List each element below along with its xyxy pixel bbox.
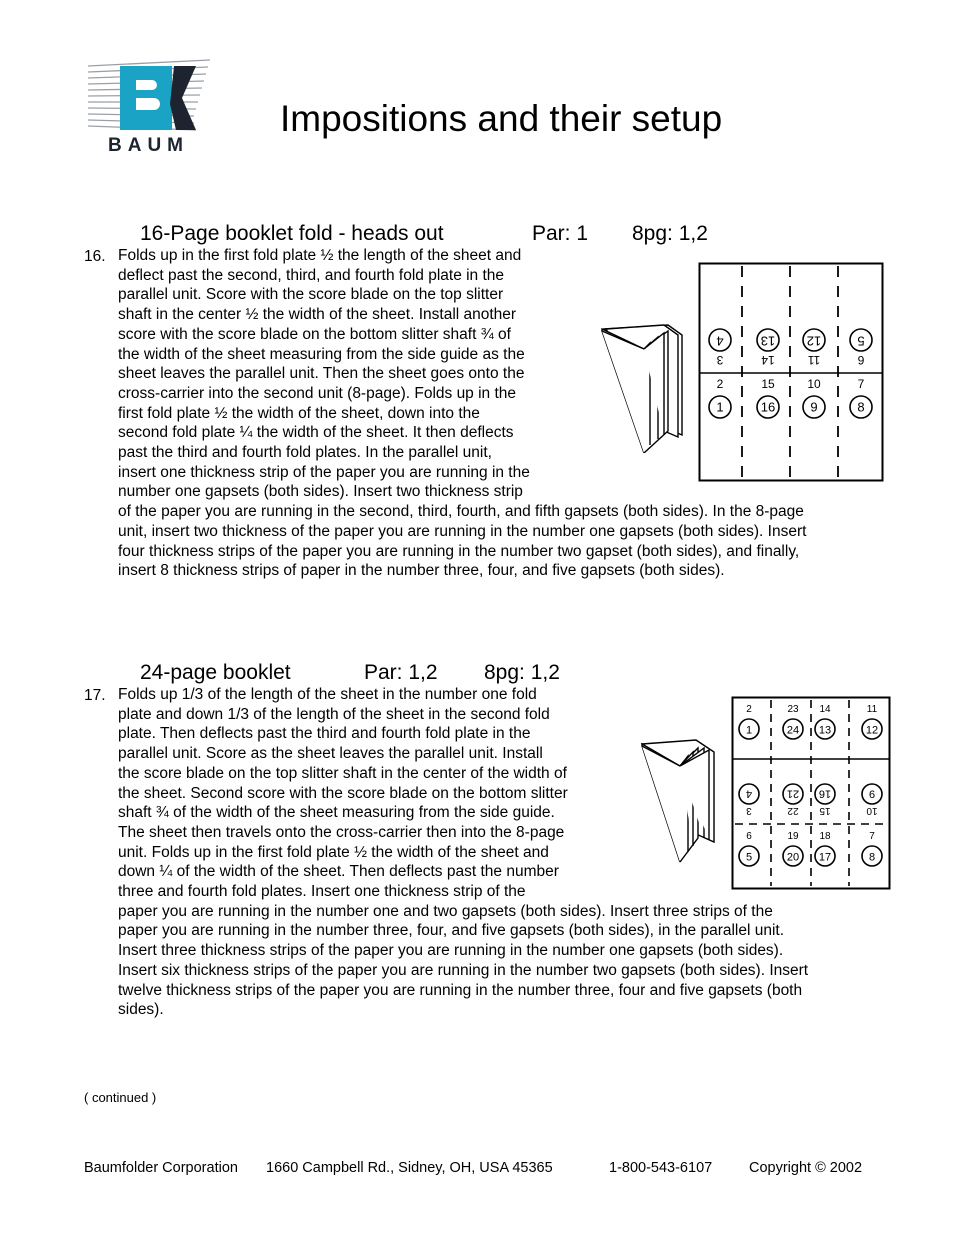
section1-number: 16. (84, 248, 106, 265)
page-number: 6 (857, 353, 865, 367)
page-number: 7 (869, 831, 875, 842)
page-number: 3 (746, 805, 752, 816)
body-line: deflect past the second, third, and fourth fold plate in the (118, 266, 505, 284)
section1-pg: 8pg: 1,2 (632, 222, 708, 245)
body-line: paper you are running in the number three, four, and five gapsets (both sides), in the parallel unit. (118, 922, 785, 940)
page-number-circled: 13 (818, 724, 832, 737)
page-number-circled: 4 (745, 787, 753, 800)
logo-wordmark: BAUM (108, 135, 189, 156)
page-number-circled: 16 (760, 399, 776, 415)
page-title: Impositions and their setup (280, 98, 723, 139)
page-number: 10 (807, 377, 821, 391)
body-line: insert 8 thickness strips of paper in the number three, four, and five gapsets (both sides). (118, 562, 725, 580)
body-line: insert one thickness strip of the paper you are running in the (118, 463, 530, 481)
body-line: four thickness strips of the paper you are running in the number two gapset (both sides), and finally, (118, 542, 800, 560)
section2-heading: 24-page booklet (140, 661, 291, 684)
imposition-24-diagram (731, 696, 891, 890)
body-line: sheet leaves the parallel unit. Then the sheet goes onto the (118, 365, 525, 383)
body-line: plate and down 1/3 of the length of the sheet in the second fold (118, 705, 550, 723)
section2-pg: 8pg: 1,2 (484, 661, 560, 684)
section2-par: Par: 1,2 (364, 661, 438, 684)
page-number-circled: 13 (760, 333, 776, 349)
body-line: the sheet. Second score with the score blade on the bottom slitter (118, 784, 568, 802)
page-number: 3 (716, 353, 724, 367)
continued-note: ( continued ) (84, 1090, 157, 1105)
body-line: the score blade on the top slitter shaft in the center of the width of (118, 764, 567, 782)
page-number: 15 (761, 377, 775, 391)
page-number: 14 (761, 353, 775, 367)
page-number: 2 (746, 704, 752, 715)
footer-phone: 1-800-543-6107 (609, 1160, 713, 1176)
body-line: second fold plate ¼ the width of the sheet. It then deflects (118, 424, 514, 442)
footer-company: Baumfolder Corporation (84, 1160, 238, 1176)
body-line: Folds up in the first fold plate ½ the length of the sheet and (118, 247, 522, 264)
body-line: The sheet then travels onto the cross-carrier then into the 8-page (118, 823, 565, 841)
section1-heading: 16-Page booklet fold - heads out (140, 222, 444, 245)
body-line: past the third and fourth fold plates. In the parallel unit, (118, 444, 492, 462)
page-number-circled: 17 (818, 851, 832, 864)
section1-heading-row (140, 222, 444, 246)
body-line: twelve thickness strips of the paper you are running in the number three, four and five gapsets (both (118, 981, 803, 999)
page-number: 14 (819, 704, 831, 715)
page-number-circled: 8 (868, 851, 876, 864)
page-number: 11 (866, 704, 878, 715)
body-line: sides). (118, 1001, 164, 1019)
body-line: parallel unit. Score with the score blade on the top slitter (118, 286, 504, 304)
booklet-16-illustration (598, 323, 688, 453)
body-line: unit. Folds up in the first fold plate ½ the width of the sheet and (118, 843, 549, 861)
page-number: 7 (857, 377, 865, 391)
page-number-circled: 12 (806, 333, 822, 349)
body-line: number one gapsets (both sides). Insert two thickness strip (118, 483, 523, 501)
page-number-circled: 4 (716, 333, 724, 349)
page-number-circled: 9 (810, 399, 818, 415)
body-line: of the paper you are running in the second, third, fourth, and fifth gapsets (both sides). In the 8-page (118, 503, 804, 521)
body-line: three and fourth fold plates. Insert one thickness strip of the (118, 883, 526, 901)
page-number: 15 (819, 805, 831, 816)
body-line: shaft in the center ½ the width of the sheet. Install another (118, 306, 517, 324)
page-number-circled: 16 (818, 787, 832, 800)
section2-number: 17. (84, 687, 106, 704)
body-line: Insert six thickness strips of the paper you are running in the number two gapsets (both sides). Insert (118, 961, 809, 979)
body-line: cross-carrier into the second unit (8-page). Folds up in the (118, 384, 517, 402)
body-line: Insert three thickness strips of the paper you are running in the number one gapsets (both sides). (118, 942, 784, 960)
page-number: 22 (787, 805, 799, 816)
page-number: 23 (787, 704, 799, 715)
page-number-circled: 5 (745, 851, 753, 864)
body-line: parallel unit. Score as the sheet leaves the parallel unit. Install (118, 745, 543, 763)
page-number-circled: 5 (857, 333, 865, 349)
body-line: plate. Then deflects past the third and fourth fold plate in the (118, 725, 531, 743)
page-number: 10 (866, 805, 878, 816)
page-number-circled: 24 (786, 724, 800, 737)
body-line: paper you are running in the number one and two gapsets (both sides). Insert three strips of the (118, 902, 773, 920)
section1-par: Par: 1 (532, 222, 589, 245)
page-number-circled: 20 (786, 851, 800, 864)
page-number-circled: 1 (716, 399, 724, 415)
body-line: score with the score blade on the bottom slitter shaft ¾ of (118, 325, 511, 343)
body-line: unit, insert two thickness of the paper you are running in the number one gapsets (both sides). Insert (118, 522, 807, 540)
body-line: Folds up 1/3 of the length of the sheet in the number one fold (118, 686, 537, 703)
footer-copyright: Copyright © 2002 (749, 1160, 863, 1176)
page-number: 11 (807, 353, 821, 367)
page-number-circled: 21 (786, 787, 800, 800)
body-line: down ¼ of the width of the sheet. Then deflects past the number (118, 863, 559, 881)
body-line: the width of the sheet measuring from the side guide as the (118, 345, 525, 363)
page-number: 18 (819, 831, 831, 842)
page-number: 19 (787, 831, 799, 842)
body-line: shaft ¾ of the width of the sheet measuring from the side guide. (118, 804, 555, 822)
booklet-24-illustration (638, 738, 720, 864)
imposition-16-diagram (698, 262, 884, 482)
footer-address: 1660 Campbell Rd., Sidney, OH, USA 45365 (266, 1160, 553, 1176)
page-number-circled: 9 (868, 787, 876, 800)
body-line: first fold plate ½ the width of the sheet, down into the (118, 404, 480, 422)
page-number-circled: 1 (745, 724, 753, 737)
page-number: 2 (716, 377, 724, 391)
page-number-circled: 8 (857, 399, 865, 415)
page-number-circled: 12 (865, 724, 879, 737)
page-number: 6 (746, 831, 752, 842)
